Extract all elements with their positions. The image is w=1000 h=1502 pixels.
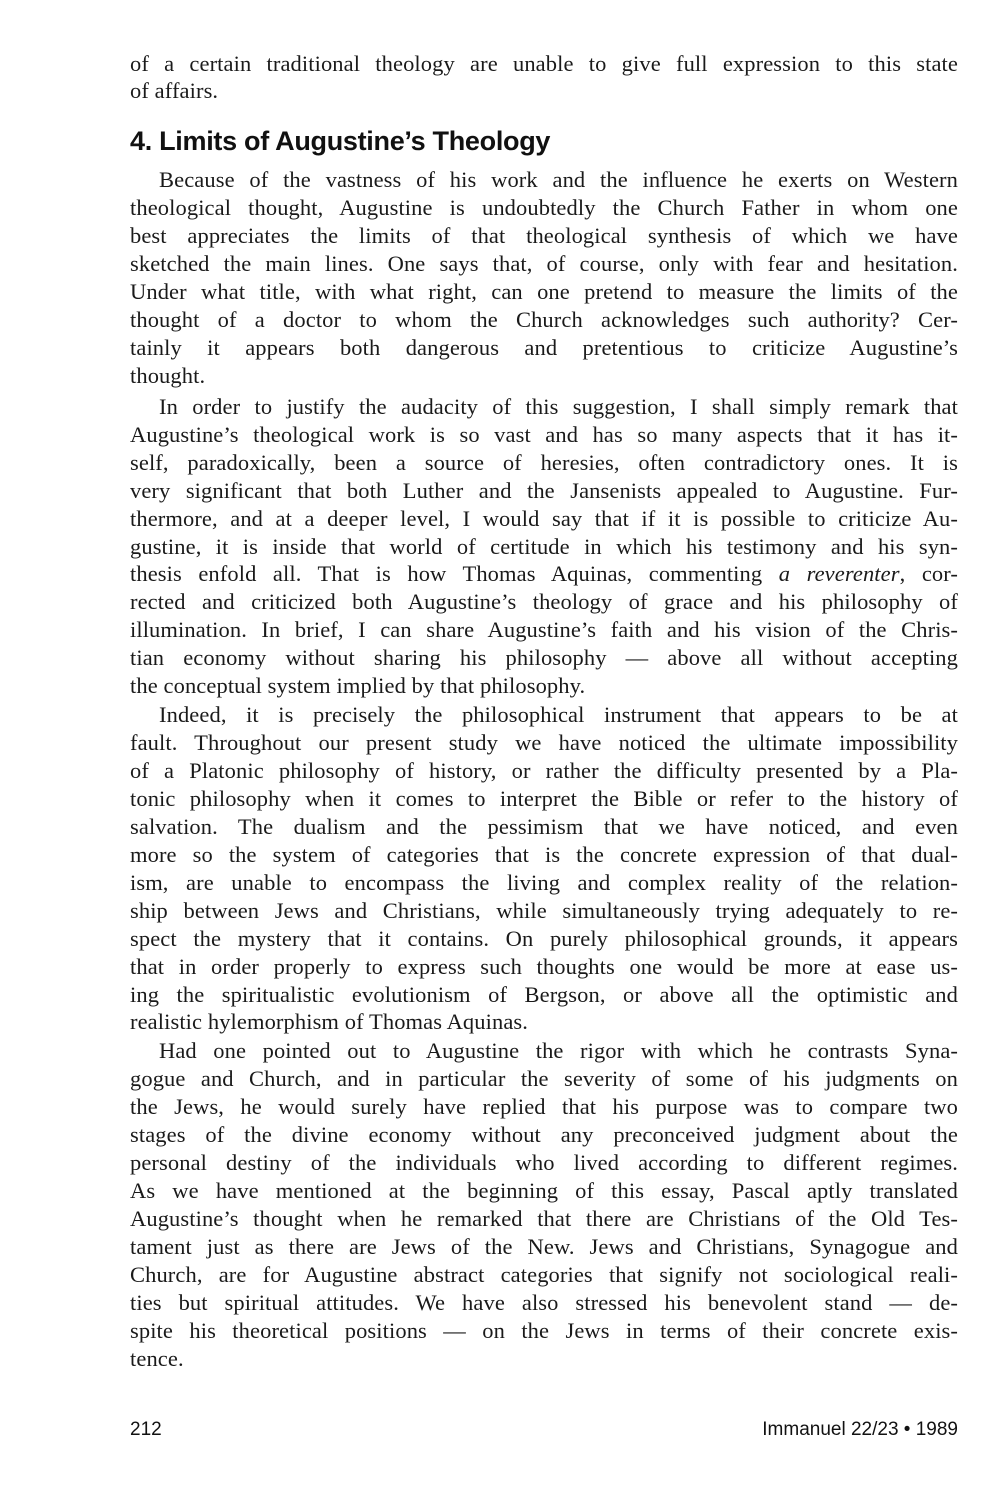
paragraph-line: thermore, and at a deeper level, I would say that if it is possible to criticize Au- (130, 506, 958, 531)
paragraph-line: ties but spiritual attitudes. We have also stressed his benevolent stand — de- (130, 1290, 958, 1315)
paragraph-line: self, paradoxically, been a source of heresies, often contradictory ones. It is (130, 450, 958, 475)
paragraph-line: Indeed, it is precisely the philosophical instrument that appears to be at (159, 702, 958, 727)
intro-line: of affairs. (130, 78, 219, 103)
paragraph-line: tainly it appears both dangerous and pretentious to criticize Augustine’s (130, 335, 958, 360)
paragraph-line: of a Platonic philosophy of history, or rather the difficulty presented by a Pla- (130, 758, 958, 783)
text-segment: , cor- (899, 561, 959, 586)
paragraph-line: very significant that both Luther and the Jansenists appealed to Augustine. Fur- (130, 478, 958, 503)
paragraph-line: personal destiny of the individuals who lived according to different regimes. (130, 1150, 958, 1175)
paragraph-line: theological thought, Augustine is undoubtedly the Church Father in whom one (130, 195, 958, 220)
text-segment: thesis enfold all. That is how Thomas Aquinas, commenting (130, 561, 779, 586)
paragraph-line: Because of the vastness of his work and the influence he exerts on Western (159, 167, 958, 192)
paragraph-line: more so the system of categories that is the concrete expression of that dual- (130, 842, 958, 867)
paragraph-line-with-italic (130, 560, 958, 588)
paragraph-line: ship between Jews and Christians, while simultaneously trying adequately to re- (130, 898, 958, 923)
paragraph-line: In order to justify the audacity of this suggestion, I shall simply remark that (159, 394, 958, 419)
paragraph-line: ing the spiritualistic evolutionism of Bergson, or above all the optimistic and (130, 982, 958, 1007)
paragraph-line: sketched the main lines. One says that, of course, only with fear and hesitation. (130, 251, 958, 276)
paragraph-line: illumination. In brief, I can share Augustine’s faith and his vision of the Chris- (130, 617, 958, 642)
paragraph-line: stages of the divine economy without any preconceived judgment about the (130, 1122, 958, 1147)
paragraph-line: Church, are for Augustine abstract categories that signify not sociological reali- (130, 1262, 958, 1287)
journal-citation: Immanuel 22/23 • 1989 (762, 1419, 958, 1440)
intro-line: of a certain traditional theology are unable to give full expression to this state (130, 51, 958, 76)
paragraph-line: that in order properly to express such thoughts one would be more at ease us- (130, 954, 958, 979)
paragraph-line: gogue and Church, and in particular the severity of some of his judgments on (130, 1066, 958, 1091)
section-heading: 4. Limits of Augustine’s Theology (130, 126, 551, 156)
page-number: 212 (130, 1419, 162, 1440)
paragraph-line: spite his theoretical positions — on the Jews in terms of their concrete exis- (130, 1318, 958, 1343)
paragraph-line: ism, are unable to encompass the living and complex reality of the relation- (130, 870, 958, 895)
paragraph-line: tian economy without sharing his philosophy — above all without accepting (130, 645, 958, 670)
paragraph-line: Under what title, with what right, can one pretend to measure the limits of the (130, 279, 958, 304)
paragraph-line: tonic philosophy when it comes to interpret the Bible or refer to the history of (130, 786, 958, 811)
paragraph-line: salvation. The dualism and the pessimism that we have noticed, and even (130, 814, 958, 839)
paragraph-line: rected and criticized both Augustine’s theology of grace and his philosophy of (130, 589, 958, 614)
paragraph-line: As we have mentioned at the beginning of this essay, Pascal aptly translated (130, 1178, 958, 1203)
paragraph-line: tament just as there are Jews of the New. Jews and Christians, Synagogue and (130, 1234, 958, 1259)
paragraph-line: Had one pointed out to Augustine the rigor with which he contrasts Syna- (159, 1038, 958, 1063)
paragraph-line: spect the mystery that it contains. On purely philosophical grounds, it appears (130, 926, 958, 951)
paragraph-line: realistic hylemorphism of Thomas Aquinas. (130, 1009, 529, 1034)
paragraph-line: Augustine’s theological work is so vast and has so many aspects that it has it- (130, 422, 958, 447)
paragraph-line: fault. Throughout our present study we have noticed the ultimate impossibility (130, 730, 958, 755)
paragraph-line: the Jews, he would surely have replied that his purpose was to compare two (130, 1094, 958, 1119)
italic-phrase: a reverenter (778, 561, 900, 586)
paragraph-line: best appreciates the limits of that theological synthesis of which we have (130, 223, 958, 248)
paragraph-line: Augustine’s thought when he remarked that there are Christians of the Old Tes- (130, 1206, 958, 1231)
paragraph-line: thought. (130, 363, 206, 388)
paragraph-line: the conceptual system implied by that philosophy. (130, 673, 586, 698)
paragraph-line: thought of a doctor to whom the Church acknowledges such authority? Cer- (130, 307, 958, 332)
paragraph-line: gustine, it is inside that world of certitude in which his testimony and his syn- (130, 534, 958, 559)
paragraph-line: tence. (130, 1346, 184, 1371)
